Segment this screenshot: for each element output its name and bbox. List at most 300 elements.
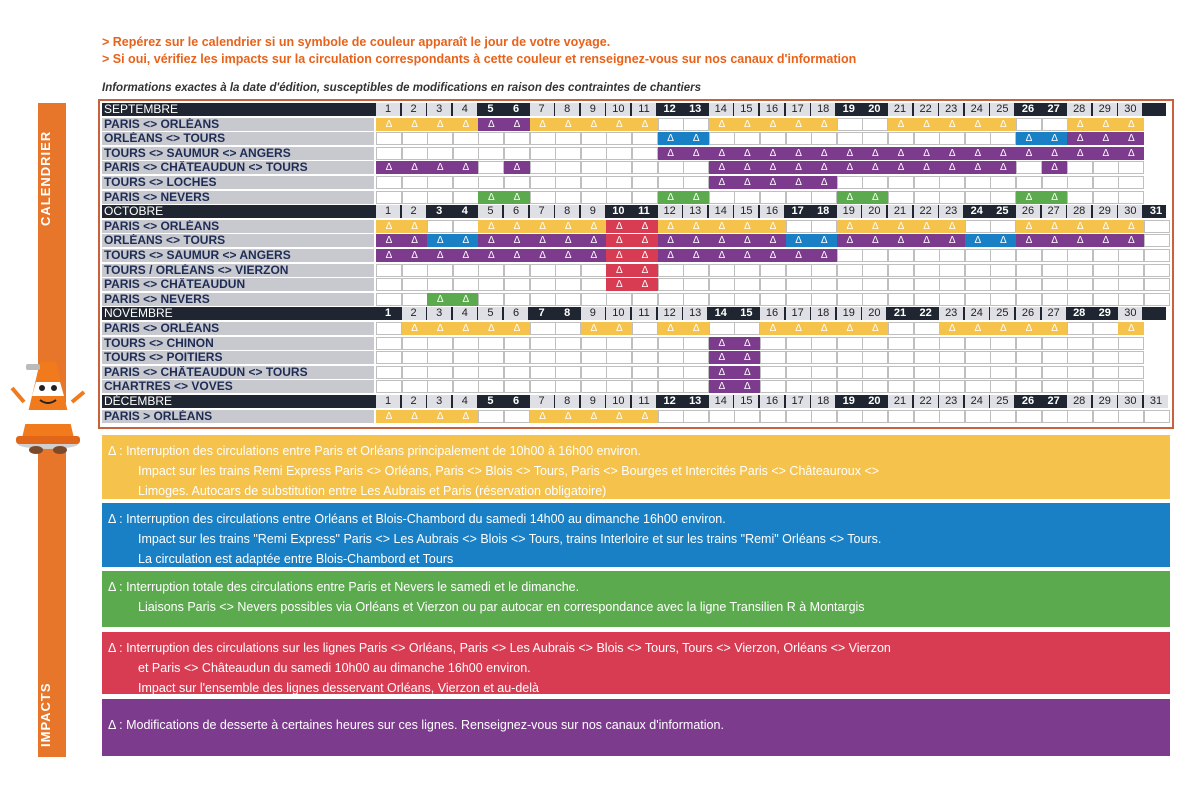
calendar-cell	[734, 410, 760, 423]
disruption-symbol-cell: Δ	[453, 234, 479, 247]
impact-red-line: Δ : Interruption des circulations sur les lignes Paris <> Orléans, Paris <> Les Aubrais <> Blois <> Tours, Tours <> Vierzon, Orléans <> Vierzon	[108, 641, 891, 655]
disruption-symbol-cell: Δ	[914, 118, 940, 131]
calendar-cell	[1118, 176, 1144, 189]
day-number: 14	[709, 205, 733, 218]
calendar-cell	[683, 337, 709, 350]
calendar-cell	[811, 293, 837, 306]
calendar-cell	[760, 132, 786, 145]
calendar-cell	[837, 176, 863, 189]
day-number: 26	[1021, 395, 1035, 407]
calendar-cell	[760, 293, 786, 306]
day-number: 28	[1067, 395, 1091, 408]
disruption-symbol-cell: Δ	[453, 293, 479, 306]
disruption-symbol-cell: Δ	[1067, 118, 1093, 131]
impact-blue	[102, 503, 1170, 567]
disruption-symbol-cell: Δ	[862, 234, 888, 247]
disruption-symbol-cell: Δ	[709, 147, 735, 160]
calendar-cell	[990, 264, 1016, 277]
route-label: PARIS > ORLÉANS	[102, 410, 374, 423]
calendar-cell	[888, 278, 914, 291]
disruption-symbol-cell: Δ	[427, 249, 453, 262]
disruption-symbol-cell: Δ	[939, 234, 965, 247]
disruption-symbol-cell: Δ	[1067, 234, 1093, 247]
disruption-symbol-cell: Δ	[376, 234, 402, 247]
disruption-symbol-cell: Δ	[658, 322, 684, 335]
calendar-cell	[376, 293, 402, 306]
disruption-symbol-cell: Δ	[888, 220, 914, 233]
impact-red-line: et Paris <> Châteaudun du samedi 10h00 au dimanche 16h00 environ.	[138, 661, 531, 675]
disruption-symbol-cell: Δ	[658, 132, 684, 145]
disruption-symbol-cell: Δ	[504, 322, 530, 335]
day-number: 18	[811, 395, 835, 408]
impact-purple	[102, 699, 1170, 756]
disruption-symbol-cell: Δ	[709, 380, 735, 393]
disruption-symbol-cell: Δ	[1042, 234, 1068, 247]
day-number: 2	[402, 395, 426, 408]
calendar-cell	[478, 147, 504, 160]
day-number: 23	[939, 307, 963, 320]
disruption-symbol-cell: Δ	[888, 234, 914, 247]
calendar-cell	[786, 337, 812, 350]
month-name: NOVEMBRE	[104, 306, 173, 321]
day-number: 30	[1118, 205, 1142, 218]
day-number: 28	[1067, 205, 1091, 218]
calendar-cell	[376, 337, 402, 350]
disruption-symbol-cell: Δ	[1042, 322, 1068, 335]
calendar-cell	[965, 380, 991, 393]
disruption-symbol-cell: Δ	[914, 161, 940, 174]
disruption-symbol-cell: Δ	[1016, 147, 1042, 160]
calendar-cell	[683, 366, 709, 379]
disruption-symbol-cell: Δ	[683, 147, 709, 160]
route-label: ORLÉANS <> TOURS	[102, 234, 374, 247]
day-number: 27	[1042, 205, 1066, 218]
calendar-cell	[683, 351, 709, 364]
disruption-symbol-cell: Δ	[939, 147, 965, 160]
month-name: SEPTEMBRE	[104, 102, 179, 116]
calendar-cell	[530, 380, 556, 393]
calendar-cell	[427, 278, 453, 291]
disruption-symbol-cell: Δ	[658, 191, 684, 204]
calendar-cell	[402, 380, 428, 393]
impact-blue-line: Δ : Interruption des circulations entre Orléans et Blois-Chambord du samedi 14h00 au dimanche 16h00 environ.	[108, 512, 726, 526]
disruption-symbol-cell: Δ	[1118, 132, 1144, 145]
day-number: 19	[842, 395, 855, 407]
calendar-cell	[1067, 176, 1093, 189]
disruption-symbol-cell: Δ	[888, 147, 914, 160]
calendar-cell	[581, 380, 607, 393]
calendar-cell	[811, 380, 837, 393]
day-number: 22	[914, 395, 938, 408]
disruption-symbol-cell: Δ	[658, 147, 684, 160]
instruction-line-1: > Repérez sur le calendrier si un symbole de couleur apparaît le jour de votre voyage.	[102, 35, 611, 49]
calendar-cell	[402, 176, 428, 189]
disruption-symbol-cell: Δ	[1093, 220, 1119, 233]
day-number: 11	[632, 395, 656, 408]
disruption-symbol-cell: Δ	[555, 234, 581, 247]
calendar-cell	[1067, 278, 1093, 291]
disruption-symbol-cell: Δ	[965, 161, 991, 174]
calendar-cell	[530, 366, 556, 379]
calendar-cell	[1042, 410, 1068, 423]
disruption-symbol-cell: Δ	[862, 147, 888, 160]
disruption-symbol-cell: Δ	[914, 234, 940, 247]
disruption-symbol-cell: Δ	[1067, 132, 1093, 145]
calendar-cell	[786, 380, 812, 393]
calendar-cell	[709, 293, 735, 306]
day-number: 4	[453, 307, 477, 320]
calendar-cell	[606, 351, 632, 364]
calendar-cell	[683, 264, 709, 277]
calendar-cell	[990, 176, 1016, 189]
calendar-cell	[1067, 161, 1093, 174]
instructions	[102, 34, 856, 68]
calendar-cell	[478, 132, 504, 145]
calendar-cell	[939, 293, 965, 306]
day-number: 26	[1016, 205, 1040, 218]
day-number: 24	[965, 395, 989, 408]
day-number: 24	[970, 205, 983, 218]
calendar-cell	[581, 132, 607, 145]
day-number: 7	[538, 307, 545, 320]
disruption-symbol-cell: Δ	[811, 176, 837, 189]
route-label: CHARTRES <> VOVES	[102, 380, 374, 393]
day-number: 18	[817, 205, 830, 218]
calendar-cell	[990, 337, 1016, 350]
calendar-cell	[888, 293, 914, 306]
calendar-cell	[1042, 264, 1068, 277]
calendar-cell	[862, 366, 888, 379]
calendar-cell	[478, 410, 504, 423]
disruption-symbol-cell: Δ	[427, 118, 453, 131]
calendar-cell	[1093, 249, 1119, 262]
route-label: PARIS <> ORLÉANS	[102, 322, 374, 335]
calendar-cell	[402, 278, 428, 291]
calendar-cell	[734, 191, 760, 204]
disruption-symbol-cell: Δ	[478, 322, 504, 335]
day-number: 15	[734, 205, 758, 218]
disruption-symbol-cell: Δ	[530, 249, 556, 262]
disruption-symbol-cell: Δ	[683, 191, 709, 204]
calendar-cell	[786, 410, 812, 423]
calendar-cell	[1042, 293, 1068, 306]
disruption-symbol-cell: Δ	[1118, 234, 1144, 247]
disruption-symbol-cell: Δ	[453, 410, 479, 423]
day-number: 28	[1067, 103, 1091, 116]
disruption-symbol-cell: Δ	[402, 322, 428, 335]
calendar-cell	[990, 293, 1016, 306]
day-number: 27	[1047, 103, 1060, 115]
calendar-cell	[914, 293, 940, 306]
day-number: 12	[658, 205, 682, 218]
calendar-cell	[453, 278, 479, 291]
calendar-cell	[965, 366, 991, 379]
calendar-cell	[786, 278, 812, 291]
day-number: 29	[1093, 205, 1117, 218]
calendar-cell	[1042, 351, 1068, 364]
day-number: 22	[919, 307, 932, 320]
calendar-cell	[427, 176, 453, 189]
calendar-cell	[478, 278, 504, 291]
calendar-cell	[837, 264, 863, 277]
disruption-symbol-cell: Δ	[760, 147, 786, 160]
disruption-symbol-cell: Δ	[862, 322, 888, 335]
calendar-cell	[581, 264, 607, 277]
calendar-cell	[658, 176, 684, 189]
disruption-symbol-cell: Δ	[402, 220, 428, 233]
day-number: 27	[1042, 307, 1066, 320]
calendar-cell	[632, 132, 658, 145]
impact-red	[102, 632, 1170, 694]
calendar-cell	[453, 337, 479, 350]
day-number: 12	[663, 395, 676, 407]
calendar-cell	[478, 380, 504, 393]
calendar-cell	[427, 337, 453, 350]
disruption-symbol-cell: Δ	[1042, 161, 1068, 174]
disruption-symbol-cell: Δ	[632, 118, 658, 131]
calendar-cell	[555, 264, 581, 277]
day-number: 25	[990, 307, 1014, 320]
day-number: 28	[1073, 307, 1086, 320]
calendar-cell	[734, 293, 760, 306]
calendar-cell	[376, 264, 402, 277]
calendar-cell	[939, 337, 965, 350]
calendar-cell	[837, 278, 863, 291]
calendar-cell	[504, 264, 530, 277]
disruption-symbol-cell: Δ	[376, 410, 402, 423]
calendar-cell	[888, 264, 914, 277]
calendar-cell	[658, 293, 684, 306]
calendar-cell	[658, 337, 684, 350]
calendar-cell	[1118, 293, 1144, 306]
disruption-symbol-cell: Δ	[939, 220, 965, 233]
day-number: 5	[478, 205, 502, 218]
disruption-symbol-cell: Δ	[1042, 220, 1068, 233]
calendar-cell	[1067, 293, 1093, 306]
calendar-cell	[530, 264, 556, 277]
calendar-cell	[786, 293, 812, 306]
calendar-cell	[1016, 249, 1042, 262]
calendar-cell	[632, 337, 658, 350]
calendar-cell	[1093, 293, 1119, 306]
calendar-cell	[581, 191, 607, 204]
calendar-cell	[786, 264, 812, 277]
disruption-symbol-cell: Δ	[632, 234, 658, 247]
calendar-cell	[939, 351, 965, 364]
calendar-cell	[862, 380, 888, 393]
disruption-symbol-cell: Δ	[965, 234, 991, 247]
disruption-symbol-cell: Δ	[555, 118, 581, 131]
disruption-symbol-cell: Δ	[837, 234, 863, 247]
calendar-cell	[581, 147, 607, 160]
calendar-cell	[453, 176, 479, 189]
disruption-symbol-cell: Δ	[1067, 220, 1093, 233]
day-number: 7	[530, 103, 554, 116]
calendar-cell	[862, 293, 888, 306]
calendar-cell	[427, 191, 453, 204]
calendar-cell	[914, 380, 940, 393]
day-number: 14	[714, 307, 727, 320]
disruption-symbol-cell: Δ	[427, 293, 453, 306]
day-number: 4	[453, 395, 477, 408]
disruption-symbol-cell: Δ	[427, 161, 453, 174]
calendar-cell	[1067, 264, 1093, 277]
calendar-cell	[760, 264, 786, 277]
calendar-cell	[1144, 293, 1170, 306]
calendar-cell	[760, 380, 786, 393]
day-number: 29	[1093, 395, 1117, 408]
calendar-cell	[734, 132, 760, 145]
calendar-cell	[478, 264, 504, 277]
calendar-cell	[632, 351, 658, 364]
calendar-cell	[1042, 278, 1068, 291]
calendar-cell	[606, 147, 632, 160]
day-number: 15	[734, 395, 758, 408]
calendar-cell	[786, 366, 812, 379]
calendar-cell	[376, 366, 402, 379]
calendar-cell	[914, 249, 940, 262]
disruption-symbol-cell: Δ	[990, 322, 1016, 335]
disruption-symbol-cell: Δ	[504, 249, 530, 262]
disruption-symbol-cell: Δ	[478, 191, 504, 204]
calendar-cell	[888, 337, 914, 350]
calendar-cell	[555, 132, 581, 145]
disruption-symbol-cell: Δ	[658, 249, 684, 262]
calendar-cell	[530, 293, 556, 306]
calendar-cell	[888, 191, 914, 204]
day-number: 19	[837, 205, 861, 218]
day-number: 29	[1098, 307, 1111, 320]
disruption-symbol-cell: Δ	[939, 322, 965, 335]
calendar-cell	[606, 337, 632, 350]
calendar-cell	[632, 147, 658, 160]
calendar-cell	[1118, 264, 1144, 277]
disruption-symbol-cell: Δ	[939, 161, 965, 174]
day-number: 4	[453, 103, 477, 116]
calendar-cell	[402, 293, 428, 306]
calendar-cell	[530, 322, 556, 335]
day-number: 24	[965, 103, 989, 116]
day-number: 20	[862, 205, 886, 218]
day-number: 15	[740, 307, 753, 320]
disruption-symbol-cell: Δ	[1093, 234, 1119, 247]
calendar-cell	[658, 410, 684, 423]
day-number: 11	[632, 103, 656, 116]
calendar-cell	[427, 366, 453, 379]
calendar-cell	[530, 351, 556, 364]
calendar-cell	[478, 293, 504, 306]
impact-yellow-line: Limoges. Autocars de substitution entre Les Aubrais et Paris (réservation obligatoire)	[138, 484, 607, 498]
disruption-symbol-cell: Δ	[530, 234, 556, 247]
day-number: 21	[888, 205, 912, 218]
disruption-symbol-cell: Δ	[786, 176, 812, 189]
calendar-cell	[555, 293, 581, 306]
day-number: 22	[914, 103, 938, 116]
calendar-cell	[427, 351, 453, 364]
day-number: 12	[658, 307, 682, 320]
disruption-symbol-cell: Δ	[734, 176, 760, 189]
calendar-cell	[1144, 234, 1170, 247]
calendar-cell	[1016, 293, 1042, 306]
calendar-cell	[1016, 278, 1042, 291]
calendar-cell	[811, 366, 837, 379]
disruption-symbol-cell: Δ	[786, 249, 812, 262]
impacts-side-label: IMPACTS	[38, 682, 53, 748]
calendar-cell	[376, 351, 402, 364]
route-label: PARIS <> NEVERS	[102, 293, 374, 306]
calendar-cell	[402, 351, 428, 364]
disruption-symbol-cell: Δ	[734, 380, 760, 393]
day-number: 20	[868, 103, 881, 115]
calendar-cell	[1144, 220, 1170, 233]
calendar-cell	[402, 132, 428, 145]
calendar-cell	[811, 337, 837, 350]
disruption-symbol-cell: Δ	[862, 220, 888, 233]
day-number: 17	[786, 395, 810, 408]
disruption-symbol-cell: Δ	[606, 118, 632, 131]
calendar-cell	[453, 191, 479, 204]
impact-green-line: Δ : Interruption totale des circulations entre Paris et Nevers le samedi et le dimanche.	[108, 580, 580, 594]
calendar-cell	[1016, 161, 1042, 174]
calendar-cell	[1067, 322, 1093, 335]
calendar-cell	[555, 278, 581, 291]
day-number: 30	[1118, 307, 1142, 320]
calendar-cell	[1118, 278, 1144, 291]
calendar-cell	[862, 337, 888, 350]
calendar-cell	[990, 249, 1016, 262]
calendar-cell	[606, 161, 632, 174]
calendar-cell	[760, 337, 786, 350]
disruption-symbol-cell: Δ	[581, 322, 607, 335]
route-label: TOURS / ORLÉANS <> VIERZON	[102, 264, 374, 277]
calendar-cell	[581, 278, 607, 291]
calendar-cell	[581, 293, 607, 306]
disruption-symbol-cell: Δ	[555, 410, 581, 423]
disruption-symbol-cell: Δ	[965, 322, 991, 335]
disruption-symbol-cell: Δ	[1016, 322, 1042, 335]
calendar-cell	[658, 264, 684, 277]
disruption-symbol-cell: Δ	[914, 220, 940, 233]
disruption-symbol-cell: Δ	[811, 234, 837, 247]
disruption-symbol-cell: Δ	[658, 234, 684, 247]
calendar-cell	[453, 351, 479, 364]
disruption-symbol-cell: Δ	[402, 249, 428, 262]
calendar-side-label: CALENDRIER	[38, 130, 53, 226]
calendar-cell	[786, 351, 812, 364]
calendar-cell	[965, 132, 991, 145]
calendar-cell	[376, 278, 402, 291]
calendar-cell	[965, 351, 991, 364]
disruption-symbol-cell: Δ	[376, 220, 402, 233]
route-label: PARIS <> CHÂTEAUDUN	[102, 278, 374, 291]
disruption-symbol-cell: Δ	[709, 118, 735, 131]
calendar-cell	[453, 147, 479, 160]
calendar-cell	[606, 366, 632, 379]
calendar-cell	[453, 132, 479, 145]
disruption-symbol-cell: Δ	[786, 322, 812, 335]
calendar-cell	[760, 410, 786, 423]
calendar-cell	[734, 264, 760, 277]
calendar-cell	[1093, 161, 1119, 174]
day-number: 10	[612, 205, 625, 218]
disruption-symbol-cell: Δ	[1093, 118, 1119, 131]
calendar-cell	[990, 410, 1016, 423]
calendar-cell	[1144, 249, 1170, 262]
disruption-symbol-cell: Δ	[427, 322, 453, 335]
day-number: 31	[1149, 205, 1163, 218]
calendar-cell	[606, 191, 632, 204]
calendar-cell	[965, 337, 991, 350]
